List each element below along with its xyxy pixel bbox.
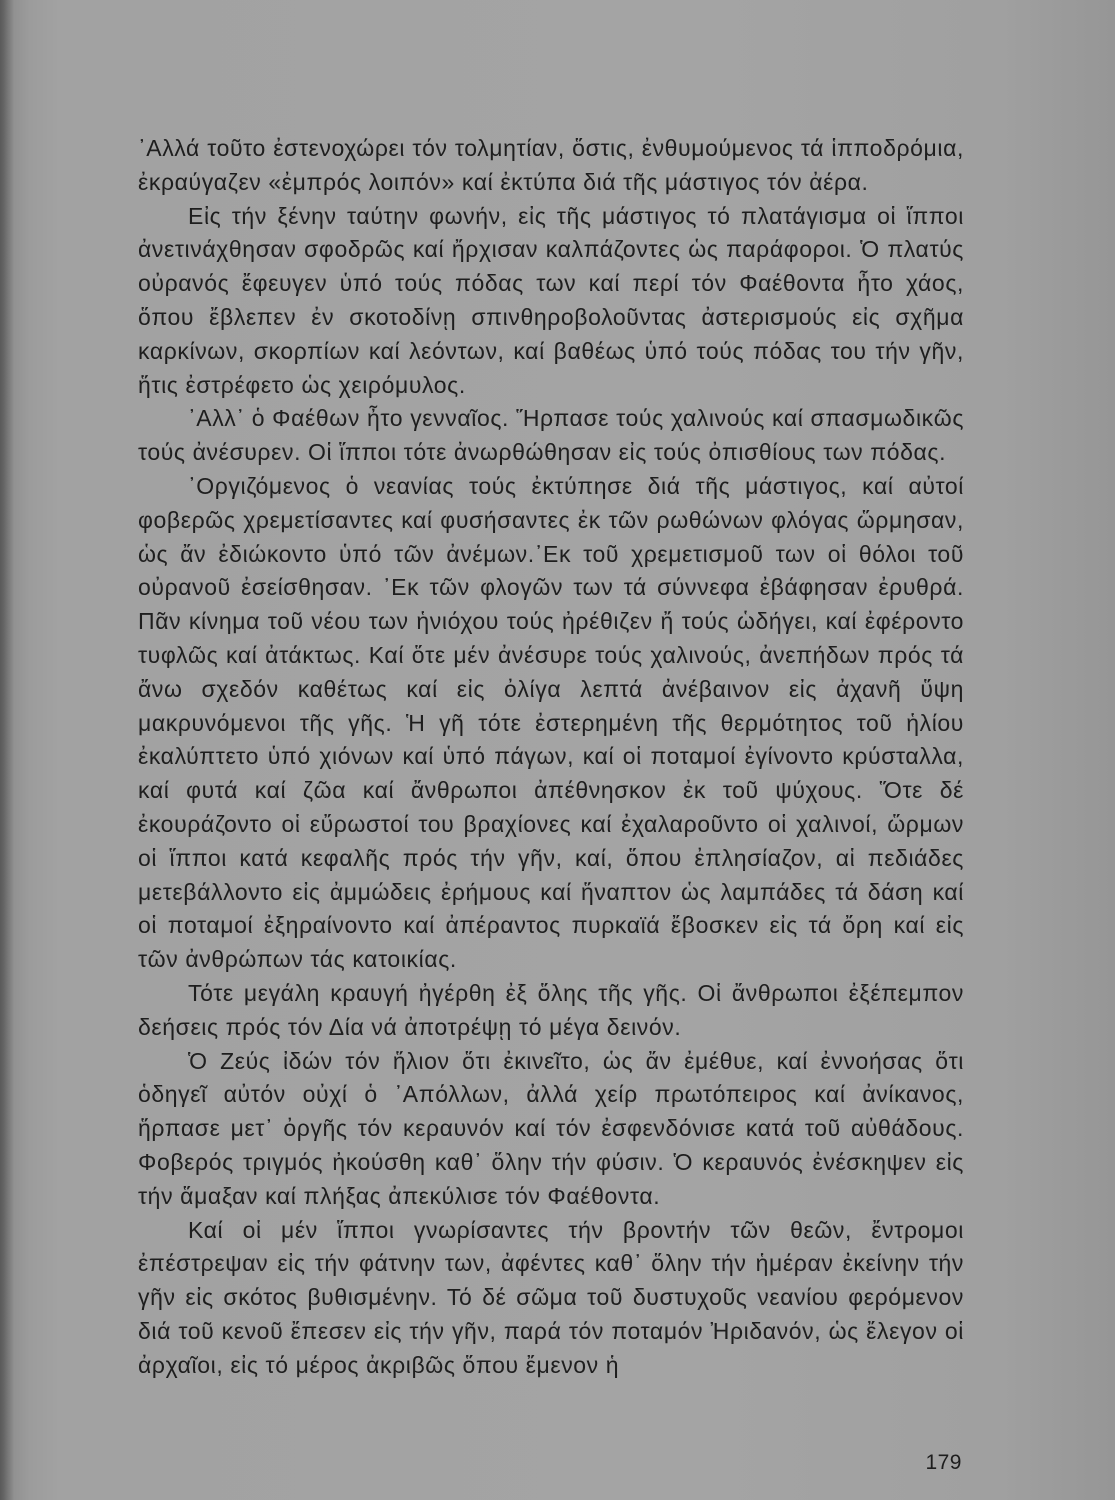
page-number: 179 (925, 1451, 962, 1474)
paragraph-4: ᾿Οργιζόμενος ὁ νεανίας τούς ἐκτύπησε διά τῆς μάστιγος, καί αὐτοί φοβερῶς χρεμετίσαντες καί φυσήσαντες ἐκ τῶν ρωθώνων φλόγας ὥρμησαν, ὡς ἄν ἐδιώκοντο ὑπό τῶν ἀνέμων.᾿Εκ τοῦ χρεμετισμοῦ των οἱ θόλοι τοῦ οὐρανοῦ ἐσείσθησαν. ᾿Εκ τῶν φλογῶν των τά σύννεφα ἐβάφησαν ἐρυθρά. Πᾶν κίνημα τοῦ νέου των ἡνιόχου τούς ἠρέθιζεν ἤ τούς ὡδήγει, καί ἐφέροντο τυφλῶς καί ἀτάκτως. Καί ὅτε μέν ἀνέσυρε τούς χαλινούς, ἀνεπήδων πρός τά ἄνω σχεδόν καθέτως καί εἰς ὀλίγα λεπτά ἀνέβαινον εἰς ἀχανῆ ὕψη μακρυνόμενοι τῆς γῆς. Ἡ γῆ τότε ἐστερημένη τῆς θερμότητος τοῦ ἡλίου ἐκαλύπτετο ὑπό χιόνων καί ὑπό πάγων, καί οἱ ποταμοί ἐγίνοντο κρύσταλλα, καί φυτά καί ζῶα καί ἄνθρωποι ἀπέθνησκον ἐκ τοῦ ψύχους. Ὅτε δέ ἐκουράζοντο οἱ εὔρωστοί του βραχίονες καί ἐχαλαροῦντο οἱ χαλινοί, ὥρμων οἱ ἵπποι κατά κεφαλῆς πρός τήν γῆν, καί, ὅπου ἐπλησίαζον, αἱ πεδιάδες μετεβάλλοντο εἰς ἀμμώδεις ἐρήμους καί ἥναπτον ὡς λαμπάδες τά δάση καί οἱ ποταμοί ἐξηραίνοντο καί ἀπέραντος πυρκαϊά ἔβοσκεν εἰς τά ὄρη καί εἰς τῶν ἀνθρώπων τάς κατοικίας. (138, 472, 964, 973)
paragraph-5: Τότε μεγάλη κραυγή ἠγέρθη ἐξ ὅλης τῆς γῆς. Οἱ ἄνθρωποι ἐξέπεμπον δεήσεις πρός τόν Δία νά ἀποτρέψῃ τό μέγα δεινόν. (138, 979, 964, 1040)
paragraph-3: ᾿Αλλ᾿ ὁ Φαέθων ἦτο γενναῖος. Ἥρπασε τούς χαλινούς καί σπασμωδικῶς τούς ἀνέσυρεν. Οἱ ἵπποι τότε ἀνωρθώθησαν εἰς τούς ὀπισθίους των πόδας. (138, 405, 964, 466)
body-text (138, 132, 964, 1382)
paragraph-1: ᾿Αλλά τοῦτο ἐστενοχώρει τόν τολμητίαν, ὅστις, ἐνθυμούμενος τά ἱπποδρόμια, ἐκραύγαζεν «ἐμπρός λοιπόν» καί ἐκτύπα διά τῆς μάστιγος τόν ἀέρα. (138, 135, 964, 195)
page-gutter-shadow (0, 0, 14, 1500)
paragraph-6: Ὁ Ζεύς ἰδών τόν ἥλιον ὅτι ἐκινεῖτο, ὡς ἄν ἐμέθυε, καί ἐννοήσας ὅτι ὁδηγεῖ αὐτόν οὐχί ὁ ᾿Απόλλων, ἀλλά χείρ πρωτόπειρος καί ἀνίκανος, ἥρπασε μετ᾿ ὀργῆς τόν κεραυνόν καί τόν ἐσφενδόνισε κατά τοῦ αὐθάδους. Φοβερός τριγμός ἠκούσθη καθ᾿ ὅλην τήν φύσιν. Ὁ κεραυνός ἐνέσκηψεν εἰς τήν ἅμαξαν καί πλήξας ἀπεκύλισε τόν Φαέθοντα. (138, 1047, 964, 1209)
paragraph-7: Καί οἱ μέν ἵπποι γνωρίσαντες τήν βροντήν τῶν θεῶν, ἔντρομοι ἐπέστρεψαν εἰς τήν φάτνην των, ἀφέντες καθ᾿ ὅλην τήν ἡμέραν ἐκείνην τήν γῆν εἰς σκότος βυθισμένην. Τό δέ σῶμα τοῦ δυστυχοῦς νεανίου φερόμενον διά τοῦ κενοῦ ἔπεσεν εἰς τήν γῆν, παρά τόν ποταμόν Ἠριδανόν, ὡς ἔλεγον οἱ ἀρχαῖοι, εἰς τό μέρος ἀκριβῶς ὅπου ἔμενον ἡ (138, 1216, 964, 1378)
paragraph-2: Εἰς τήν ξένην ταύτην φωνήν, εἰς τῆς μάστιγος τό πλατάγισμα οἱ ἵπποι ἀνετινάχθησαν σφοδρῶς καί ἤρχισαν καλπάζοντες ὡς παράφοροι. Ὁ πλατύς οὐρανός ἔφευγεν ὑπό τούς πόδας των καί περί τόν Φαέθοντα ἦτο χάος, ὅπου ἔβλεπεν ἐν σκοτοδίνῃ σπινθηροβολοῦντας ἀστερισμούς εἰς σχῆμα καρκίνων, σκορπίων καί λεόντων, καί βαθέως ὑπό τούς πόδας του τήν γῆν, ἥτις ἐστρέφετο ὡς χειρόμυλος. (138, 202, 964, 398)
